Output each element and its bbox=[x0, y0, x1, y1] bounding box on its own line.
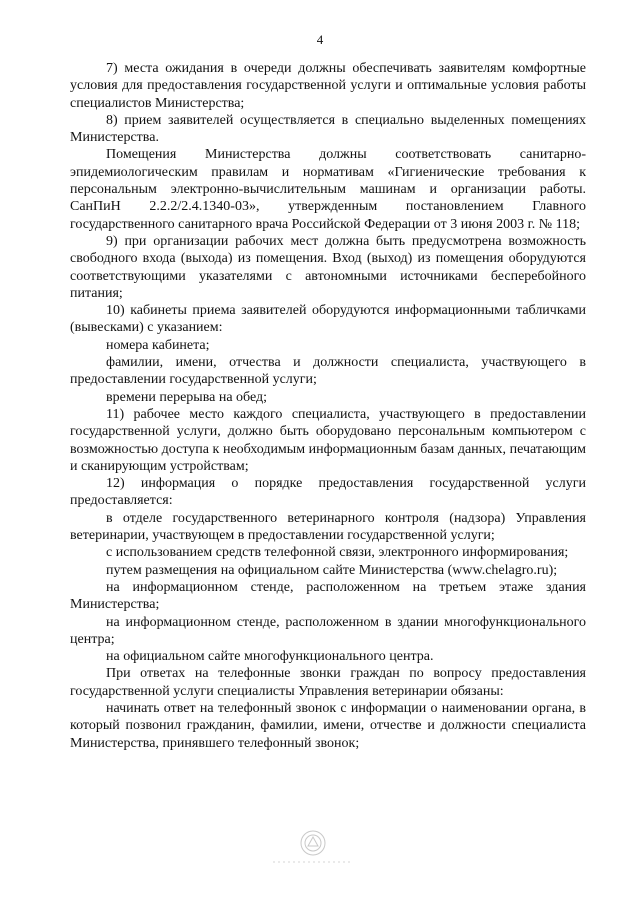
paragraph: 9) при организации рабочих мест должна быть предусмотрена возможность свободного входа (выхода) из помещения. Вход (выход) из помещения оборудуются соответствующими указателями с автономными источниками бесперебойного питания; bbox=[70, 233, 586, 301]
paragraph: 7) места ожидания в очереди должны обеспечивать заявителям комфортные условия для предоставления государственной услуги и оптимальные условия работы специалистов Министерства; bbox=[70, 61, 586, 111]
document-body bbox=[70, 60, 586, 752]
paragraph: на информационном стенде, расположенном в здании многофункционального центра; bbox=[70, 614, 586, 647]
watermark-seal-icon bbox=[268, 826, 358, 866]
paragraph: в отделе государственного ветеринарного контроля (надзора) Управления ветеринарии, участвующем в предоставлении государственной услуги; bbox=[70, 510, 586, 544]
paragraph: фамилии, имени, отчества и должности специалиста, участвующего в предоставлении государственной услуги; bbox=[70, 355, 586, 388]
paragraph: путем размещения на официальном сайте Министерства (www.chelagro.ru); bbox=[106, 562, 558, 578]
paragraph: номера кабинета; bbox=[106, 337, 210, 353]
paragraph: с использованием средств телефонной связи, электронного информирования; bbox=[106, 545, 569, 561]
paragraph: времени перерыва на обед; bbox=[106, 389, 268, 405]
paragraph: начинать ответ на телефонный звонок с информации о наименовании органа, в который позвонил гражданин, фамилии, имени, отчестве и должности специалиста Министерства, принявшего телефонный звонок; bbox=[70, 700, 586, 751]
paragraph: на информационном стенде, расположенном на третьем этаже здания Министерства; bbox=[70, 579, 586, 613]
paragraph: 8) прием заявителей осуществляется в специально выделенных помещениях Министерства. bbox=[70, 112, 586, 146]
page-number: 4 bbox=[316, 32, 324, 47]
paragraph: Помещения Министерства должны соответствовать санитарно-эпидемиологическим правилам и нормативам «Гигиенические требования к персональным электронно-вычислительным машинам и организации работы. СанПиН 2.2.2/2.4.1340-03», утвержденным постановлением Главного государственного санитарного врача Российской Федерации от 3 июня 2003 г. № 118; bbox=[70, 147, 586, 232]
paragraph: 12) информация о порядке предоставления государственной услуги предоставляется: bbox=[70, 476, 586, 509]
paragraph: При ответах на телефонные звонки граждан по вопросу предоставления государственной услуги специалисты Управления ветеринарии обязаны: bbox=[70, 666, 586, 699]
paragraph: на официальном сайте многофункционального центра. bbox=[106, 649, 434, 665]
paragraph: 11) рабочее место каждого специалиста, участвующего в предоставлении государственной услуги, должно быть оборудовано персональным компьютером с возможностью доступа к необходимым информационным базам данных, печатающим и сканирующим устройствам; bbox=[70, 406, 586, 474]
paragraph: 10) кабинеты приема заявителей оборудуются информационными табличками (вывесками) с указанием: bbox=[70, 303, 586, 336]
